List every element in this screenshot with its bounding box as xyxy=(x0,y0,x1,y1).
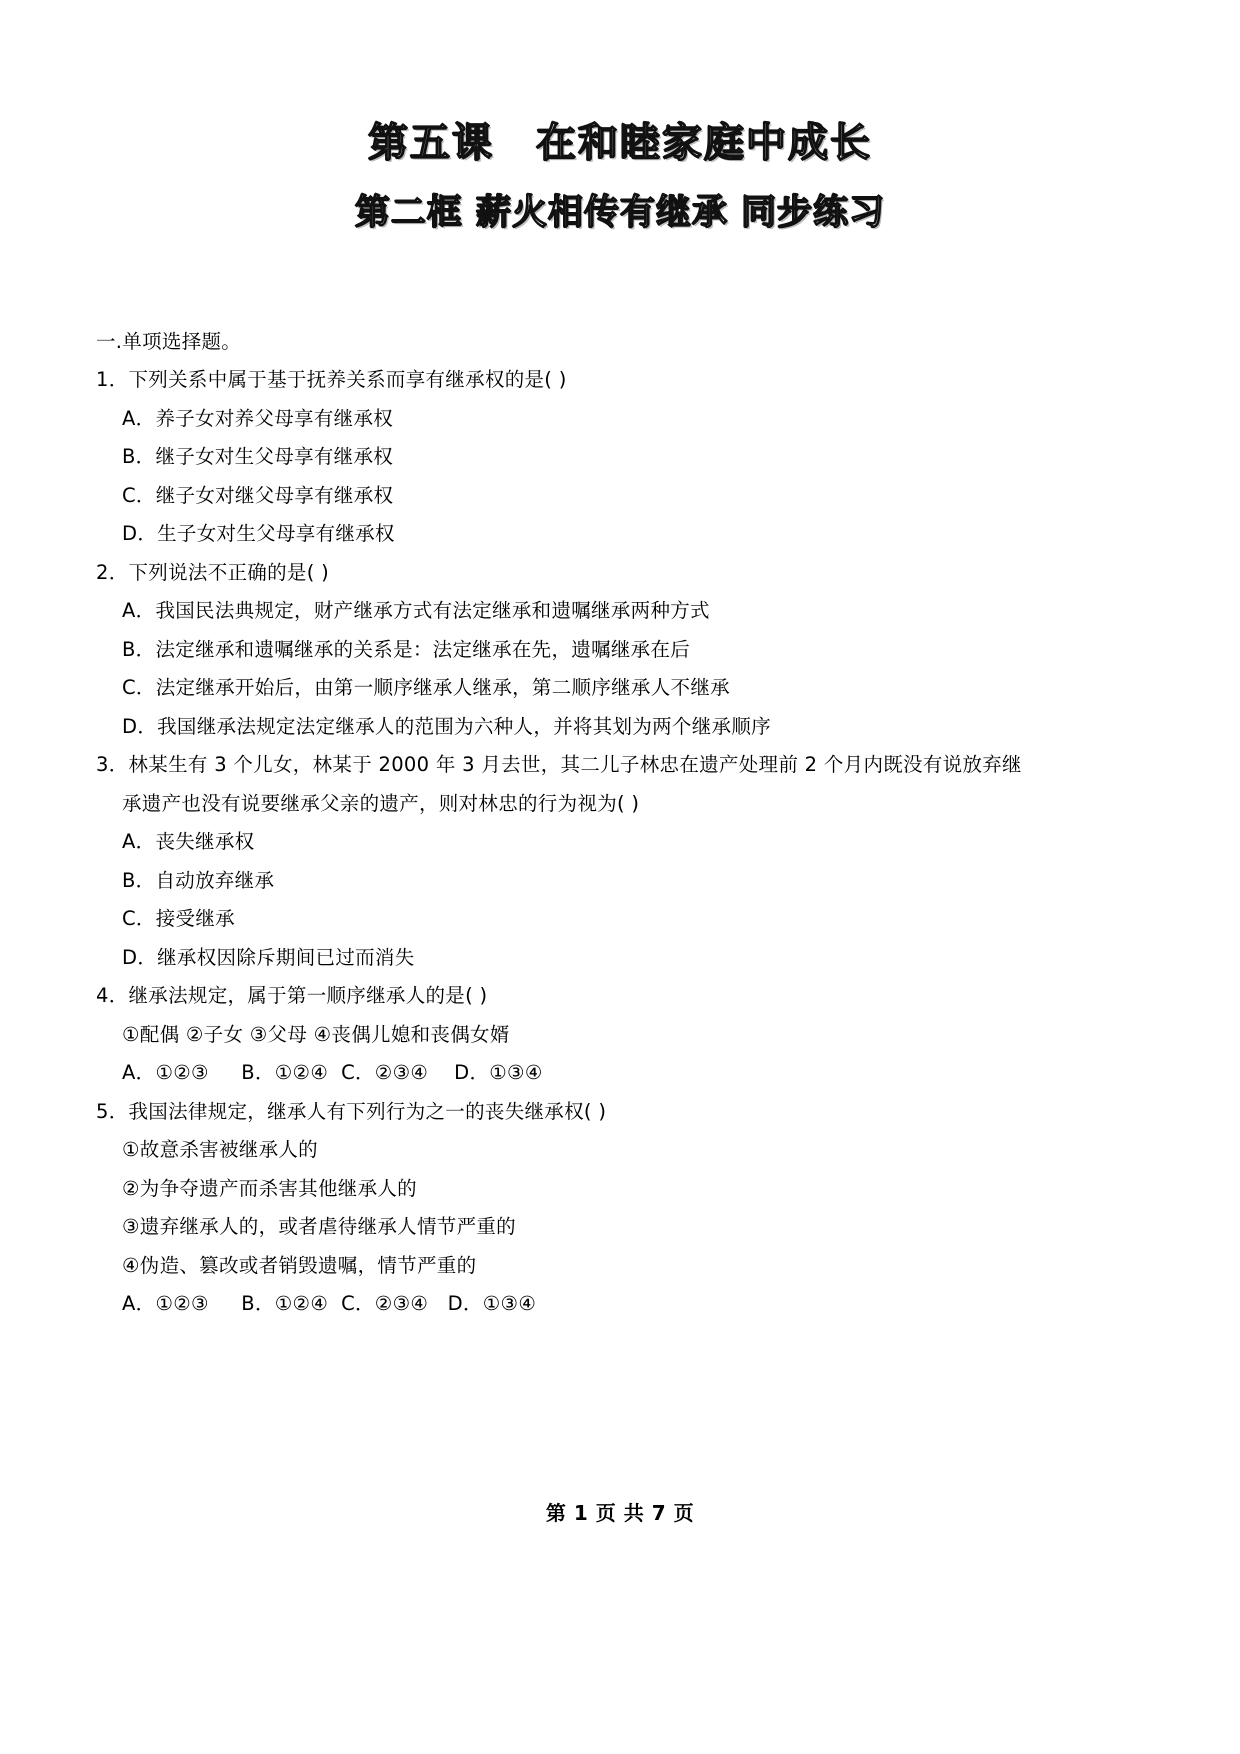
option-b[interactable]: B．自动放弃继承 xyxy=(122,868,275,892)
question-item-list: ①配偶 ②子女 ③父母 ④丧偶儿媳和丧偶女婿 xyxy=(122,1022,510,1046)
question-2 xyxy=(96,560,1148,738)
section-heading-single-choice: 一.单项选择题。 xyxy=(96,329,242,353)
question-stem: 2．下列说法不正确的是( ) xyxy=(96,560,330,584)
option-a[interactable]: A．我国民法典规定，财产继承方式有法定继承和遗嘱继承两种方式 xyxy=(122,599,710,623)
option-c[interactable]: C．继子女对继父母享有继承权 xyxy=(122,483,394,507)
option-c[interactable]: C．接受继承 xyxy=(122,907,235,931)
option-d[interactable]: D．我国继承法规定法定继承人的范围为六种人，并将其划为两个继承顺序 xyxy=(122,714,771,738)
question-stem-continuation: 承遗产也没有说要继承父亲的遗产，则对林忠的行为视为( ) xyxy=(122,791,640,815)
question-stem: 5．我国法律规定，继承人有下列行为之一的丧失继承权( ) xyxy=(96,1099,607,1123)
question-4 xyxy=(96,986,1148,1083)
question-item-3: ③遗弃继承人的，或者虐待继承人情节严重的 xyxy=(122,1215,516,1239)
answer-choices[interactable]: A．①②③ B．①②④ C．②③④ D．①③④ xyxy=(122,1292,537,1316)
option-d[interactable]: D．继承权因除斥期间已过而消失 xyxy=(122,945,415,969)
question-1 xyxy=(96,370,1148,544)
option-b[interactable]: B．继子女对生父母享有继承权 xyxy=(122,445,394,469)
page-subtitle: 第二框 薪火相传有继承 同步练习 xyxy=(354,193,886,233)
option-a[interactable]: A．养子女对养父母享有继承权 xyxy=(122,406,394,430)
option-a[interactable]: A．丧失继承权 xyxy=(122,830,255,854)
question-item-1: ①故意杀害被继承人的 xyxy=(122,1138,318,1162)
question-item-2: ②为争夺遗产而杀害其他继承人的 xyxy=(122,1176,417,1200)
title-block xyxy=(0,0,1240,236)
question-stem: 1．下列关系中属于基于抚养关系而享有继承权的是( ) xyxy=(96,368,567,392)
option-b[interactable]: B．法定继承和遗嘱继承的关系是：法定继承在先，遗嘱继承在后 xyxy=(122,637,691,661)
page-footer: 第 1 页 共 7 页 xyxy=(545,1501,695,1525)
question-3 xyxy=(96,755,1148,967)
option-d[interactable]: D．生子女对生父母享有继承权 xyxy=(122,522,395,546)
question-stem: 4．继承法规定，属于第一顺序继承人的是( ) xyxy=(96,984,488,1008)
option-c[interactable]: C．法定继承开始后，由第一顺序继承人继承，第二顺序继承人不继承 xyxy=(122,676,730,700)
question-item-4: ④伪造、篡改或者销毁遗嘱，情节严重的 xyxy=(122,1253,477,1277)
question-stem: 3．林某生有 3 个儿女，林某于 2000 年 3 月去世，其二儿子林忠在遗产处理前 2 个月内既没有说放弃继 xyxy=(96,753,1022,777)
page-title: 第五课 在和睦家庭中成长 xyxy=(368,120,872,166)
exercise-content xyxy=(0,329,1240,1316)
question-5 xyxy=(96,1099,1148,1316)
answer-choices[interactable]: A．①②③ B．①②④ C．②③④ D．①③④ xyxy=(122,1061,543,1085)
